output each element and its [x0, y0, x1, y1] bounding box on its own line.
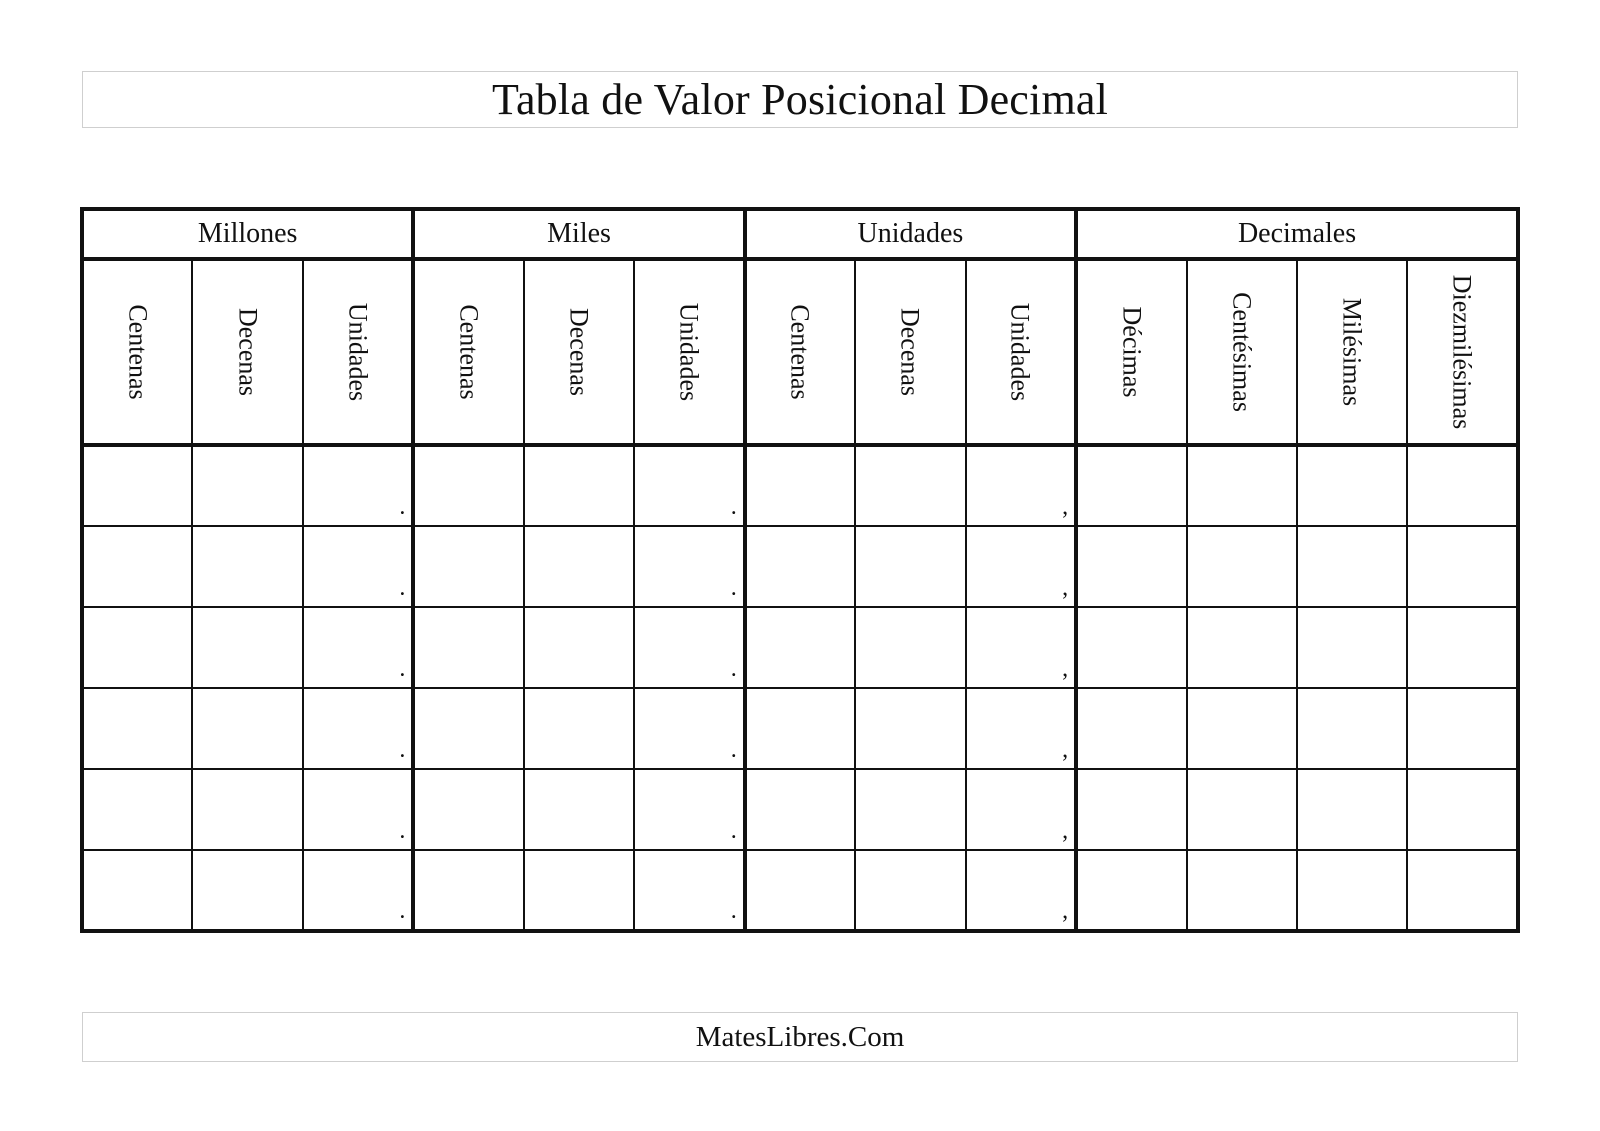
answer-cell[interactable] — [524, 607, 634, 688]
place-label: Unidades — [343, 302, 373, 402]
place-label: Unidades — [1005, 302, 1035, 402]
thousands-point: . — [399, 656, 406, 682]
answer-cell[interactable] — [1297, 769, 1407, 850]
answer-cell[interactable] — [745, 769, 855, 850]
thousands-point: . — [399, 575, 406, 601]
answer-row — [82, 607, 1518, 688]
answer-cell[interactable] — [1076, 445, 1186, 526]
answer-cell[interactable] — [303, 607, 413, 688]
footer-site-name: MatesLibres.Com — [695, 1020, 905, 1053]
answer-cell[interactable] — [966, 607, 1076, 688]
thousands-point: . — [399, 898, 406, 924]
answer-cell[interactable] — [413, 445, 523, 526]
place-label: Centenas — [454, 304, 484, 400]
place-value-chart — [80, 207, 1520, 931]
answer-cell[interactable] — [192, 769, 302, 850]
answer-cell[interactable] — [1407, 769, 1518, 850]
place-header — [745, 259, 855, 445]
place-header — [413, 259, 523, 445]
answer-cell[interactable] — [1187, 769, 1297, 850]
answer-cell[interactable] — [1076, 526, 1186, 607]
answer-cell[interactable] — [1297, 607, 1407, 688]
answer-cell[interactable] — [192, 850, 302, 931]
footer-box — [82, 1012, 1518, 1062]
thousands-point: . — [730, 494, 737, 520]
answer-cell[interactable] — [855, 769, 965, 850]
answer-cell[interactable] — [524, 445, 634, 526]
answer-cell[interactable] — [82, 526, 192, 607]
answer-cell[interactable] — [1297, 445, 1407, 526]
group-header-millones: Millones — [82, 209, 413, 259]
answer-cell[interactable] — [855, 850, 965, 931]
thousands-point: . — [399, 737, 406, 763]
place-label: Décimas — [1117, 306, 1147, 398]
place-header — [1297, 259, 1407, 445]
answer-cell[interactable] — [524, 688, 634, 769]
answer-cell[interactable] — [192, 445, 302, 526]
answer-grid — [82, 445, 1518, 931]
worksheet-title: Tabla de Valor Posicional Decimal — [491, 74, 1109, 124]
place-label: Centenas — [123, 304, 153, 400]
answer-cell[interactable] — [966, 688, 1076, 769]
place-label: Centenas — [786, 304, 816, 400]
answer-cell[interactable] — [1076, 850, 1186, 931]
thousands-point: . — [730, 575, 737, 601]
place-label: Decenas — [564, 307, 594, 397]
answer-cell[interactable] — [1407, 688, 1518, 769]
answer-cell[interactable] — [1076, 607, 1186, 688]
answer-cell[interactable] — [855, 526, 965, 607]
thousands-point: . — [399, 494, 406, 520]
place-header — [1407, 259, 1518, 445]
answer-cell[interactable] — [745, 850, 855, 931]
answer-cell[interactable] — [192, 526, 302, 607]
answer-cell[interactable] — [634, 607, 744, 688]
answer-cell[interactable] — [1297, 850, 1407, 931]
answer-cell[interactable] — [1187, 445, 1297, 526]
decimal-comma: , — [1062, 494, 1069, 520]
answer-row — [82, 526, 1518, 607]
place-label: Decenas — [896, 307, 926, 397]
place-header — [303, 259, 413, 445]
place-label: Centésimas — [1227, 292, 1257, 412]
place-label: Milésimas — [1337, 297, 1367, 407]
group-header-unidades: Unidades — [745, 209, 1076, 259]
answer-cell[interactable] — [1076, 769, 1186, 850]
answer-cell[interactable] — [303, 445, 413, 526]
answer-row — [82, 445, 1518, 526]
answer-cell[interactable] — [634, 769, 744, 850]
thousands-point: . — [730, 898, 737, 924]
thousands-point: . — [399, 818, 406, 844]
place-label: Diezmilésimas — [1447, 274, 1477, 430]
decimal-comma: , — [1062, 656, 1069, 682]
answer-cell[interactable] — [966, 445, 1076, 526]
answer-cell[interactable] — [413, 769, 523, 850]
answer-cell[interactable] — [745, 445, 855, 526]
answer-cell[interactable] — [1297, 688, 1407, 769]
decimal-comma: , — [1062, 737, 1069, 763]
answer-cell[interactable] — [634, 445, 744, 526]
worksheet-title-box — [82, 71, 1518, 128]
place-header — [1076, 259, 1186, 445]
answer-cell[interactable] — [413, 850, 523, 931]
place-header — [634, 259, 744, 445]
answer-cell[interactable] — [1407, 607, 1518, 688]
answer-cell[interactable] — [1187, 850, 1297, 931]
answer-row — [82, 769, 1518, 850]
answer-cell[interactable] — [1187, 607, 1297, 688]
answer-cell[interactable] — [966, 850, 1076, 931]
answer-cell[interactable] — [82, 769, 192, 850]
thousands-point: . — [730, 737, 737, 763]
decimal-comma: , — [1062, 575, 1069, 601]
answer-cell[interactable] — [634, 688, 744, 769]
place-value-table — [80, 207, 1520, 933]
answer-cell[interactable] — [524, 769, 634, 850]
answer-cell[interactable] — [303, 769, 413, 850]
answer-cell[interactable] — [303, 526, 413, 607]
place-header — [966, 259, 1076, 445]
group-header-row — [82, 209, 1518, 259]
answer-cell[interactable] — [745, 607, 855, 688]
place-header — [82, 259, 192, 445]
answer-row — [82, 688, 1518, 769]
answer-cell[interactable] — [524, 850, 634, 931]
answer-cell[interactable] — [855, 688, 965, 769]
answer-cell[interactable] — [634, 526, 744, 607]
answer-cell[interactable] — [524, 526, 634, 607]
group-header-decimales: Decimales — [1076, 209, 1518, 259]
place-label: Unidades — [674, 302, 704, 402]
place-header — [524, 259, 634, 445]
place-header — [855, 259, 965, 445]
answer-cell[interactable] — [303, 688, 413, 769]
answer-cell[interactable] — [855, 445, 965, 526]
answer-cell[interactable] — [855, 607, 965, 688]
answer-row — [82, 850, 1518, 931]
answer-cell[interactable] — [192, 607, 302, 688]
answer-cell[interactable] — [1297, 526, 1407, 607]
answer-cell[interactable] — [1187, 688, 1297, 769]
answer-cell[interactable] — [1407, 850, 1518, 931]
answer-cell[interactable] — [1187, 526, 1297, 607]
answer-cell[interactable] — [634, 850, 744, 931]
answer-cell[interactable] — [82, 688, 192, 769]
answer-cell[interactable] — [745, 688, 855, 769]
place-header — [192, 259, 302, 445]
answer-cell[interactable] — [82, 850, 192, 931]
answer-cell[interactable] — [966, 526, 1076, 607]
thousands-point: . — [730, 656, 737, 682]
thousands-point: . — [730, 818, 737, 844]
place-header-row — [82, 259, 1518, 445]
answer-cell[interactable] — [1407, 526, 1518, 607]
answer-cell[interactable] — [82, 607, 192, 688]
place-label: Decenas — [233, 307, 263, 397]
answer-cell[interactable] — [1076, 688, 1186, 769]
answer-cell[interactable] — [82, 445, 192, 526]
decimal-comma: , — [1062, 818, 1069, 844]
place-header — [1187, 259, 1297, 445]
answer-cell[interactable] — [413, 607, 523, 688]
answer-cell[interactable] — [966, 769, 1076, 850]
decimal-comma: , — [1062, 898, 1069, 924]
answer-cell[interactable] — [413, 526, 523, 607]
answer-cell[interactable] — [1407, 445, 1518, 526]
answer-cell[interactable] — [745, 526, 855, 607]
answer-cell[interactable] — [303, 850, 413, 931]
group-header-miles: Miles — [413, 209, 744, 259]
answer-cell[interactable] — [192, 688, 302, 769]
answer-cell[interactable] — [413, 688, 523, 769]
